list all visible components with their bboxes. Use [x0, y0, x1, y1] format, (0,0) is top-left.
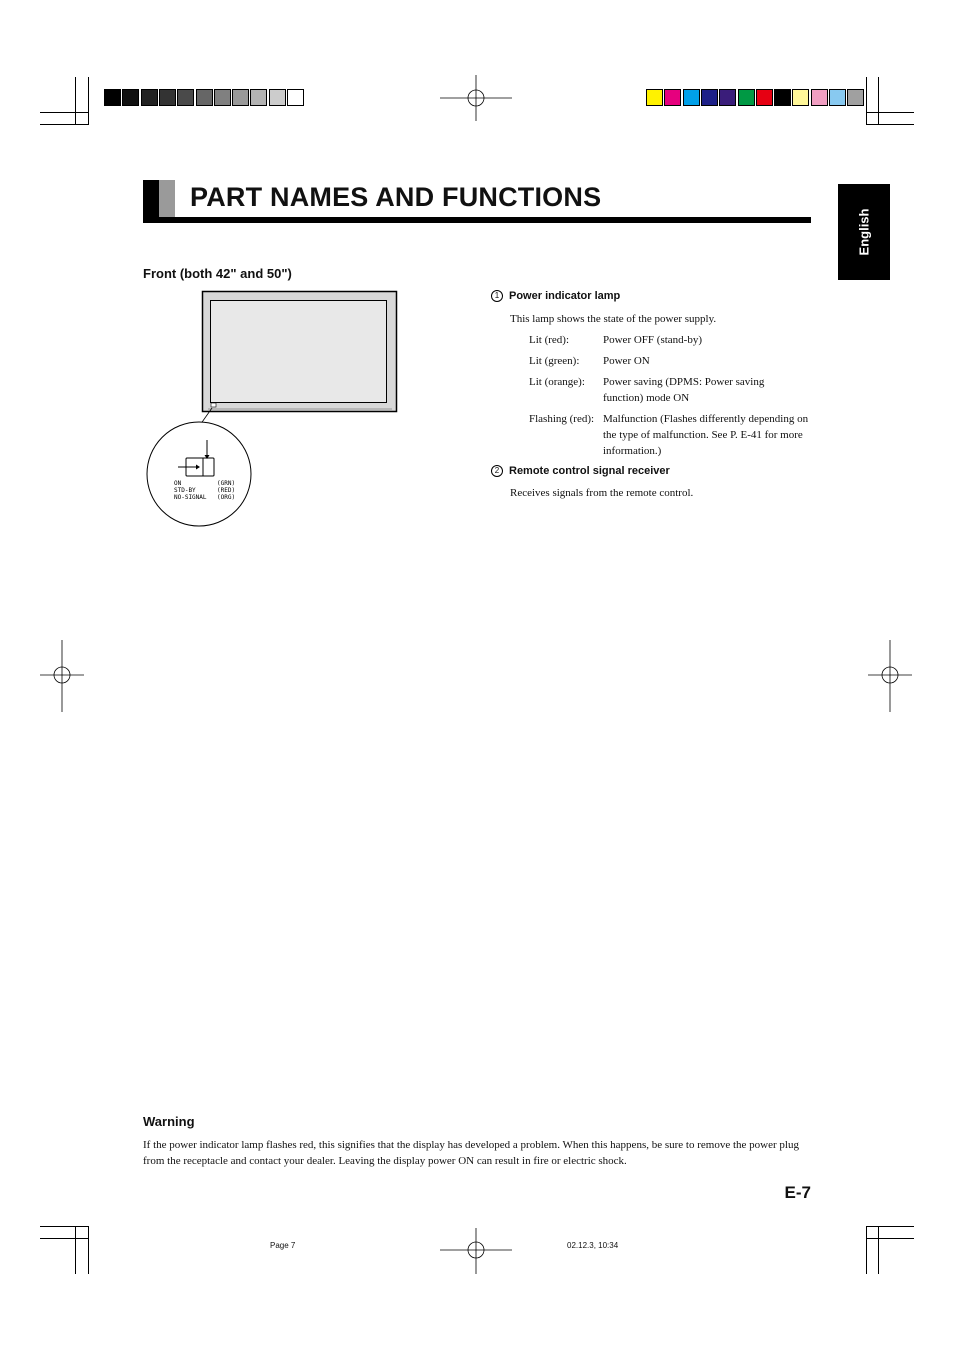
warning-heading: Warning — [143, 1114, 195, 1129]
color-swatch — [719, 89, 736, 106]
state-value: Power ON — [603, 355, 650, 367]
title-rule — [143, 217, 811, 223]
color-swatch — [646, 89, 663, 106]
display-outline — [203, 292, 397, 412]
footer-timestamp: 02.12.3, 10:34 — [567, 1241, 619, 1250]
title-gray-block — [159, 180, 175, 218]
color-swatch — [196, 89, 213, 106]
state-label: Lit (orange): — [529, 376, 585, 388]
item-1-number: 1 — [491, 290, 503, 302]
warning-text: If the power indicator lamp flashes red, this signifies that the display has developed a problem. When this happens, be sure to remove the power plug from the receptacle and contact your dealer. Leaving the display power ON can result in fire or electric shock. — [143, 1139, 799, 1167]
color-swatch — [683, 89, 700, 106]
legend-state-on: ON — [174, 480, 182, 487]
color-swatch — [177, 89, 194, 106]
item-2-heading — [491, 465, 670, 477]
item-1-heading — [491, 290, 620, 302]
color-swatch — [214, 89, 231, 106]
color-swatch — [141, 89, 158, 106]
legend-color-nosignal: (ORG) — [217, 494, 236, 501]
power-states-list — [529, 332, 819, 462]
item-2-description: Receives signals from the remote control. — [510, 487, 694, 499]
page-title: PART NAMES AND FUNCTIONS — [190, 182, 602, 212]
state-value: Power OFF (stand-by) — [603, 334, 702, 346]
color-swatch — [829, 89, 846, 106]
color-swatch — [269, 89, 286, 106]
state-value: Power saving (DPMS: Power saving function) mode ON — [603, 376, 765, 404]
indicator-lamp-small — [211, 403, 216, 407]
color-swatch — [811, 89, 828, 106]
legend-color-stdby: (RED) — [217, 487, 236, 494]
color-swatch — [250, 89, 267, 106]
front-panel-illustration — [140, 288, 410, 533]
item-1-title: Power indicator lamp — [509, 290, 621, 302]
state-label: Flashing (red): — [529, 413, 595, 425]
legend-color-on: (GRN) — [217, 480, 236, 487]
state-value: Malfunction (Flashes differently depending on the type of malfunction. See P. E-41 for more information.) — [603, 413, 809, 457]
color-swatch — [701, 89, 718, 106]
item-2-number: 2 — [491, 465, 503, 477]
footer-page-label: Page 7 — [270, 1241, 296, 1250]
color-swatch — [104, 89, 121, 106]
item-1-description: This lamp shows the state of the power supply. — [510, 313, 717, 325]
color-swatch — [774, 89, 791, 106]
state-label: Lit (red): — [529, 334, 570, 346]
legend-state-stdby: STD-BY — [174, 487, 196, 494]
page-number: E-7 — [784, 1183, 811, 1202]
color-swatch — [232, 89, 249, 106]
language-tab — [838, 184, 890, 280]
color-swatch — [159, 89, 176, 106]
state-label: Lit (green): — [529, 355, 580, 367]
legend-state-nosignal: NO-SIGNAL — [174, 494, 207, 501]
color-swatch — [756, 89, 773, 106]
title-bar — [143, 180, 811, 224]
color-swatch — [847, 89, 864, 106]
color-swatch — [664, 89, 681, 106]
color-swatch — [287, 89, 304, 106]
language-tab-label: English — [856, 208, 872, 256]
color-swatch — [738, 89, 755, 106]
color-swatch — [792, 89, 809, 106]
color-swatch — [122, 89, 139, 106]
front-heading: Front (both 42" and 50") — [143, 266, 292, 281]
title-black-block — [143, 180, 159, 218]
item-2-title: Remote control signal receiver — [509, 465, 670, 477]
